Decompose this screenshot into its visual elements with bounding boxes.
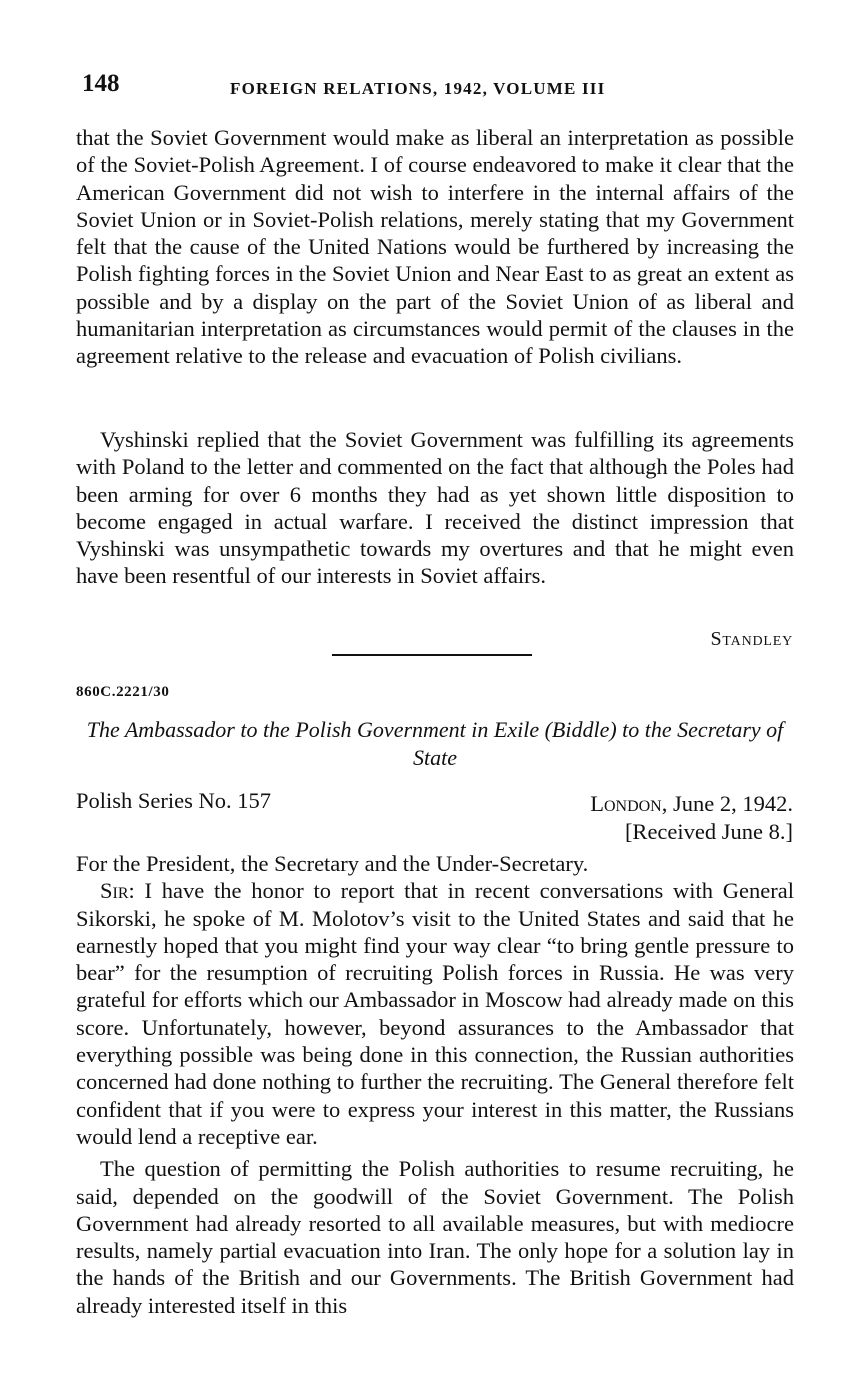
- letter-continuation-second: [76, 426, 794, 590]
- salutation: Sir:: [100, 878, 135, 904]
- letter-body: [76, 850, 794, 1319]
- page-header: [80, 70, 790, 110]
- paragraph: Vyshinski replied that the Soviet Government was fulfilling its agreements with Poland to the letter and commented on the fact that although the Poles had been arming for over 6 months they had as yet shown little disposition to become engaged in actual warfare. I received the distinct impression that Vyshinski was unsympathetic towards my overtures and that he might even have been resentful of our interests in Soviet affairs.: [76, 427, 794, 589]
- dateline: [590, 790, 793, 846]
- document-title: The Ambassador to the Polish Government in Exile (Biddle) to the Secretary of State: [86, 717, 784, 770]
- dateline-date: June 2, 1942.: [673, 791, 793, 816]
- section-divider: [332, 654, 532, 656]
- paragraph: The question of permitting the Polish authorities to resume recruiting, he said, depended on the goodwill of the Soviet Government. The Polish Government had already resorted to all available measures, but with mediocre results, namely partial evacuation into Iran. The only hope for a solution lay in the hands of the British and our Governments. The British Government had already interested itself in this: [76, 1156, 794, 1318]
- paragraph-text: I have the honor to report that in recent conversations with General Sikorski, he spoke of M. Molotov’s visit to the United States and said that he earnestly hoped that you might find your way clear “to bring gentle pressure to bear” for the resumption of recruiting Polish forces in Russia. He was very grateful for efforts which our Ambassador in Moscow had already made on this score. Unfortunately, however, beyond assurances to the Ambassador that everything possible was being done in this connection, the Russian authorities concerned had done nothing to further the recruiting. The General therefore felt confident that if you were to express your interest in this matter, the Russians would lend a receptive ear.: [76, 878, 794, 1149]
- paragraph: [76, 877, 794, 1150]
- file-number: 860C.2221/30: [76, 684, 170, 700]
- running-head: FOREIGN RELATIONS, 1942, VOLUME III: [230, 79, 606, 98]
- letter-continuation: [76, 124, 794, 370]
- signature: Standley: [710, 628, 793, 650]
- paragraph: that the Soviet Government would make as liberal an interpretation as possible of the Soviet-Polish Agreement. I of course endeavored to make it clear that the American Government did not wish to interfere in the internal affairs of the Soviet Union or in Soviet-Polish relations, merely stating that my Government felt that the cause of the United Nations would be furthered by increasing the Polish fighting forces in the Soviet Union and Near East to as great an extent as possible and by a display on the part of the Soviet Union of as liberal and humanitarian interpretation as circumstances would permit of the clauses in the agreement relative to the release and evacuation of Polish civilians.: [76, 125, 794, 369]
- dateline-place: London,: [590, 791, 668, 816]
- series-number: Polish Series No. 157: [76, 788, 272, 813]
- page-number: 148: [82, 70, 120, 97]
- received-date: [Received June 8.]: [624, 819, 793, 844]
- addressees: For the President, the Secretary and the Under-Secretary.: [76, 851, 589, 876]
